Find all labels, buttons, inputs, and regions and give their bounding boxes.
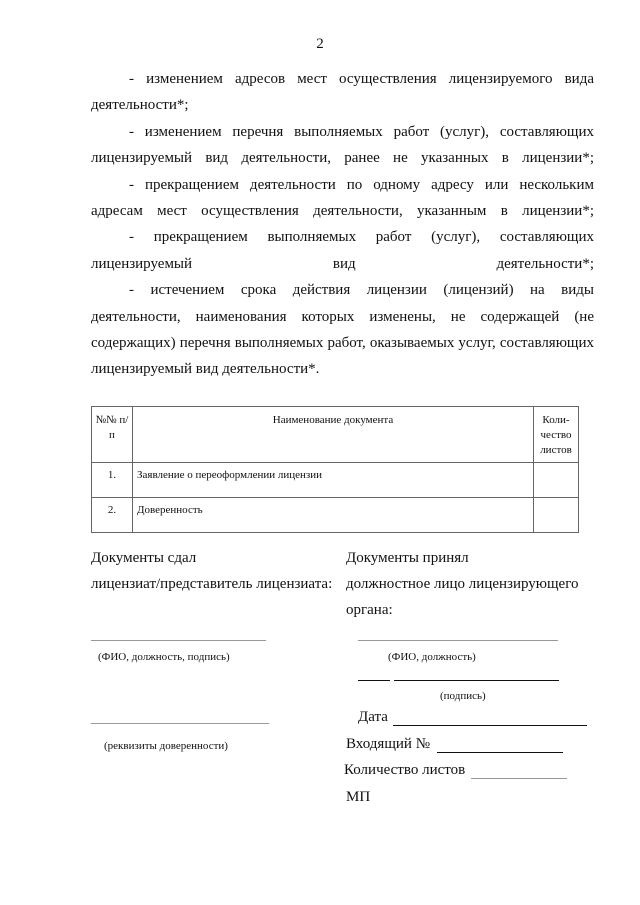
official-label: должностное лицо лицензирующего (346, 576, 579, 592)
stamp-label: МП (346, 789, 371, 805)
body-text (91, 66, 594, 383)
row-sheets (534, 498, 579, 533)
paragraph-item: - прекращением выполняемых работ (услуг), составляющих лицензируемый вид деятельности*; (91, 229, 594, 272)
page-number: 2 (316, 36, 324, 52)
header-name: Наименование документа (133, 407, 534, 463)
row-name: Доверенность (133, 498, 534, 533)
row-number: 1. (92, 463, 133, 498)
table-header-row (92, 407, 579, 463)
signature-line (394, 680, 559, 681)
sheets-count-line (471, 778, 567, 779)
fio-signature-line (91, 640, 266, 641)
incoming-number-line (437, 752, 563, 753)
row-sheets (534, 463, 579, 498)
signature-caption: (подпись) (440, 690, 486, 702)
paragraph-item: - изменением перечня выполняемых работ (услуг), составляющих лицензируемый вид деятельности, ранее не указанных в лицензии*; (91, 123, 594, 167)
submitted-by-label: Документы сдал (91, 550, 197, 566)
official-fio-line (358, 640, 558, 641)
incoming-number-label: Входящий № (346, 736, 431, 752)
paragraph-item: - прекращением деятельности по одному адресу или нескольким адресам мест осуществления деятельности, указанным в лицензии*; (91, 176, 594, 220)
paragraph-item: - изменением адресов мест осуществления лицензируемого вида деятельности*; (91, 71, 594, 114)
received-by-label: Документы принял (346, 550, 469, 566)
poa-caption: (реквизиты доверенности) (104, 740, 228, 752)
licensee-label: лицензиат/представитель лицензиата: (91, 576, 333, 592)
table-row (92, 463, 579, 498)
date-line (393, 725, 587, 726)
row-number: 2. (92, 498, 133, 533)
header-sheets: Коли-чество листов (534, 407, 579, 463)
fio-caption: (ФИО, должность, подпись) (98, 651, 230, 663)
poa-line (91, 723, 269, 724)
table-row (92, 498, 579, 533)
official-fio-caption: (ФИО, должность) (388, 651, 476, 663)
authority-label: органа: (346, 602, 393, 618)
row-name: Заявление о переоформлении лицензии (133, 463, 534, 498)
header-number: №№ п/п (92, 407, 133, 463)
date-label: Дата (358, 709, 388, 725)
documents-table (91, 406, 579, 533)
signature-line-short (358, 680, 390, 681)
sheets-count-label: Количество листов (344, 762, 466, 778)
paragraph-item: - истечением срока действия лицензии (лицензий) на виды деятельности, наименования которых изменены, не содержащей (не содержащих) перечня выполняемых работ, оказываемых услуг, составляющих лицензируемый вид деятельности*. (91, 282, 594, 378)
